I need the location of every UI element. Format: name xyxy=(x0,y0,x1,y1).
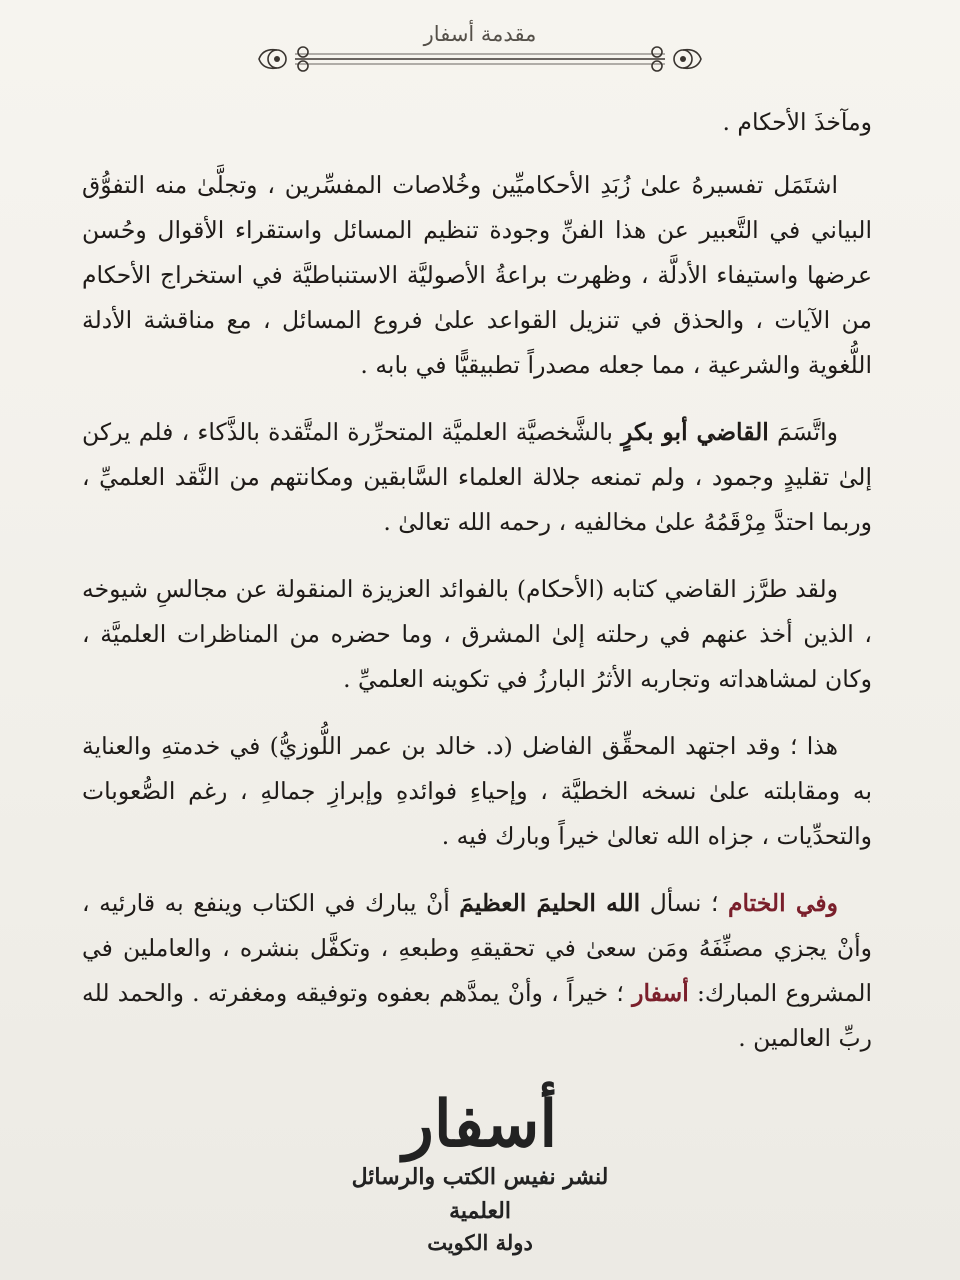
header-ornament xyxy=(255,40,705,78)
paragraph-6-text-b: ؛ نسأل xyxy=(640,889,728,917)
qadi-abu-bakr-name: القاضي أبو بكرٍ xyxy=(621,418,769,446)
paragraph-2: اشتَمَل تفسيرهُ علىٰ زُبَدِ الأحكاميِّين وخُلاصات المفسِّرين ، وتجلَّىٰ منه التفوُّق البياني في التَّعبير عن هذا الفنِّ وجودة تنظيم المسائل واستقراء الأقوال وحُسن عرضها واستيفاء الأدلَّة ، وظهرت براعةُ الأصوليَّة الاستنباطيَّة في استخراج الأحكام من الآيات ، والحذق في تنزيل القواعد علىٰ فروع المسائل ، مع مناقشة الأدلة اللُّغوية والشرعية ، مما جعله مصدراً تطبيقيًّا في بابه . xyxy=(82,171,872,379)
paragraph-5: هذا ؛ وقد اجتهد المحقِّق الفاضل (د. خالد بن عمر اللُّوزيُّ) في خدمتهِ والعناية به ومقابلته علىٰ نسخه الخطيَّة ، وإحياءِ فوائدهِ وإبرازِ جمالهِ ، رغم الصُّعوبات والتحدِّيات ، جزاه الله تعالىٰ خيراً وبارك فيه . xyxy=(82,732,872,850)
body-text xyxy=(82,100,872,1083)
paragraph-4: ولقد طرَّز القاضي كتابه (الأحكام) بالفوائد العزيزة المنقولة عن مجالسِ شيوخه ، الذين أخذ عنهم في رحلته إلىٰ المشرق ، وما حضره من المناظرات العلميَّة ، وكان لمشاهداته وتجاربه الأثرُ البارزُ في تكوينه العلميِّ . xyxy=(82,575,872,693)
paragraph-6-text-d: أنْ يبارك في الكتاب وينفع به قارئيه ، وأنْ يجزي مصنِّفَهُ ومَن سعىٰ في تحقيقهِ وطبعهِ ، وتكفَّل بنشره ، والعاملين في المشروع المبارك: xyxy=(82,889,872,1007)
publisher-logo-country: دولة الكويت xyxy=(427,1230,533,1255)
paragraph-3 xyxy=(82,410,872,545)
asfar-name: أسفار xyxy=(632,979,689,1007)
paragraph-3-text-c: بالشَّخصيَّة العلميَّة المتحرِّرة المتَّقدة بالذَّكاء ، فلم يركن إلىٰ تقليدٍ وجمود ، ولم تمنعه جلالة العلماء السَّابقين ومكانتهم من النَّقد العلميِّ ، وربما احتدَّ مِرْقَمُهُ علىٰ مخالفيه ، رحمه الله تعالىٰ . xyxy=(82,418,872,536)
running-header: مقدمة أسفار xyxy=(423,22,537,46)
paragraph-3-text-a: واتَّسَمَ xyxy=(768,418,838,446)
conclusion-heading: وفي الختام xyxy=(727,889,839,917)
publisher-logo xyxy=(330,1087,630,1270)
paragraph-6 xyxy=(82,881,872,1061)
paragraph-6-text-f: ؛ خيراً ، وأنْ يمدَّهم بعفوه وتوفيقه ومغفرته . والحمد لله ربِّ العالمين . xyxy=(82,979,872,1052)
paragraph-1: ومآخذَ الأحكام . xyxy=(722,108,872,136)
divine-name: الله الحليمَ العظيمَ xyxy=(459,889,641,917)
publisher-logo-tagline: لنشر نفيس الكتب والرسائل العلمية xyxy=(351,1164,609,1224)
publisher-logo-name: أسفار xyxy=(402,1087,558,1162)
